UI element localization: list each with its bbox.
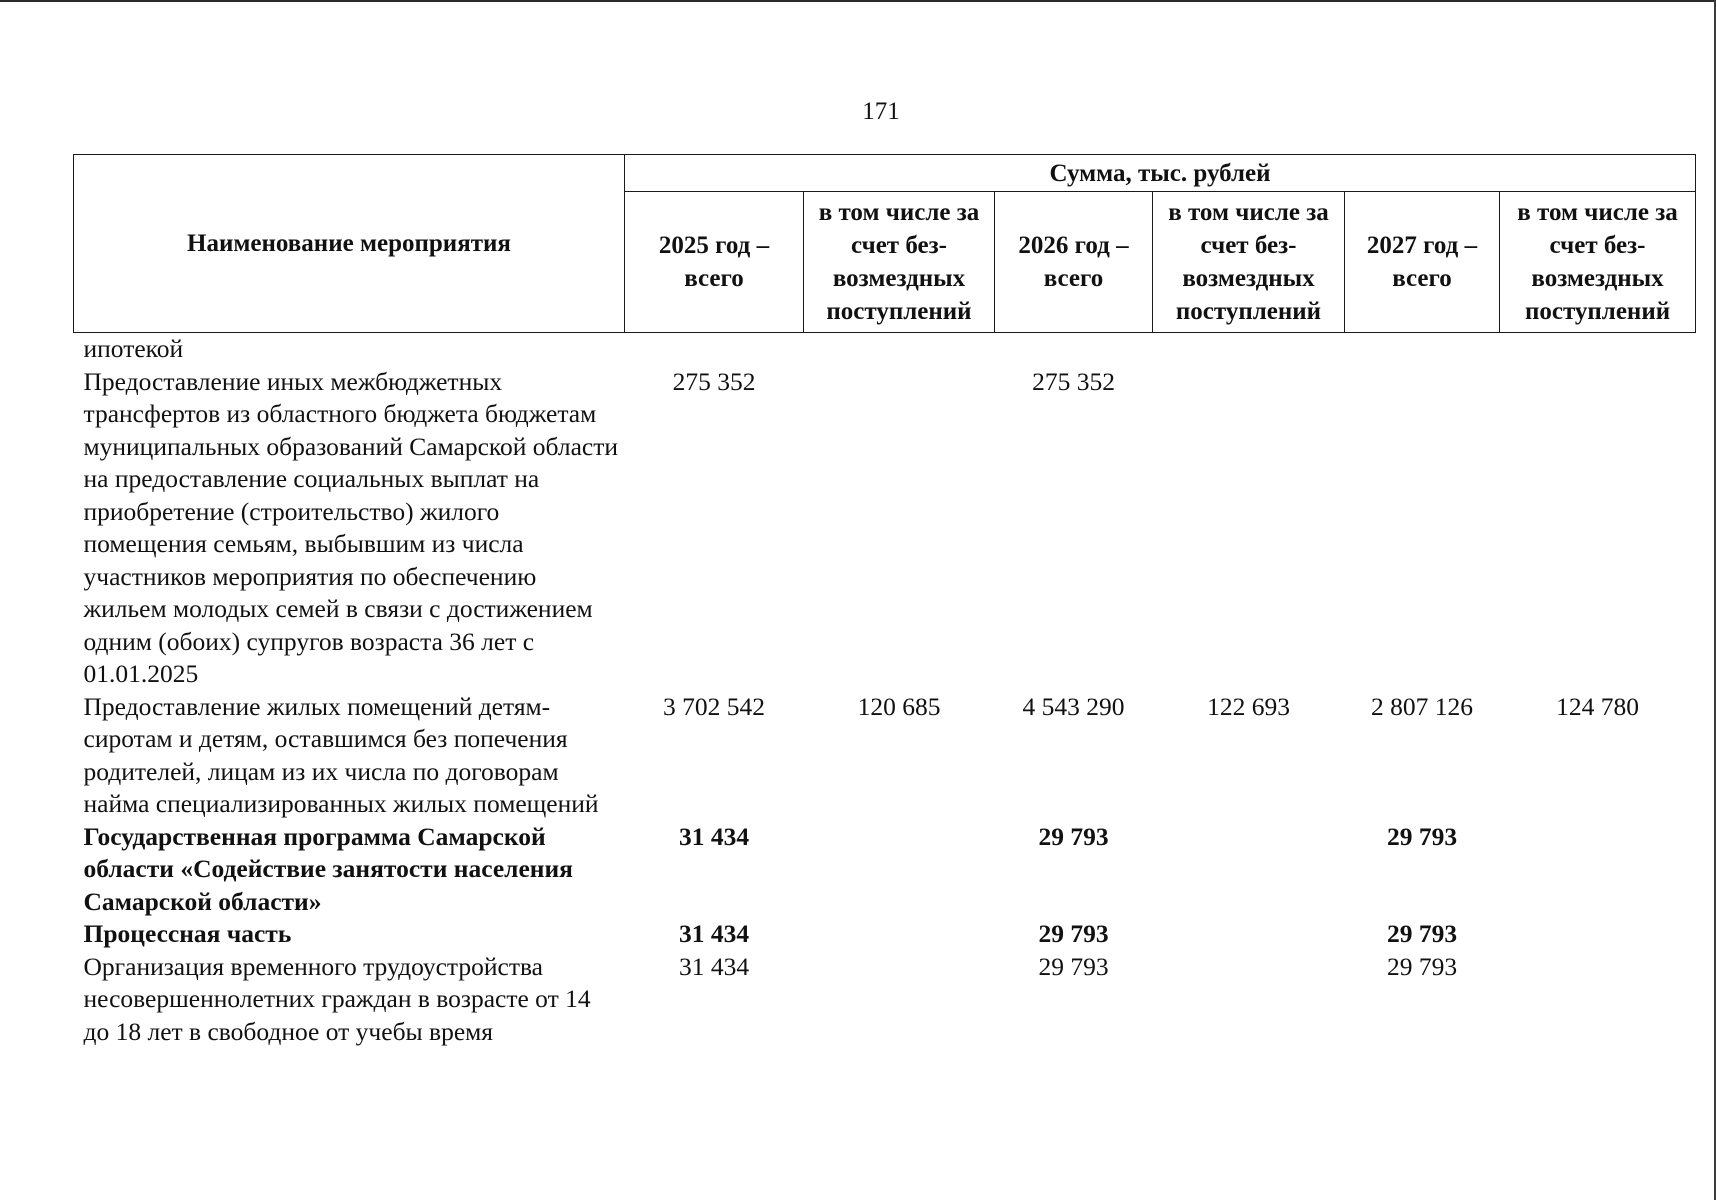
table-row — [74, 918, 1696, 951]
header-2027-total: 2027 год – всего — [1345, 192, 1500, 333]
table-row — [74, 366, 1696, 691]
cell-2026-total — [995, 333, 1153, 366]
budget-table — [73, 154, 1696, 1048]
cell-2027-total: 2 807 126 — [1371, 691, 1473, 721]
row-name: ипотекой — [83, 334, 184, 363]
cell-2027-grants — [1500, 951, 1696, 1049]
cell-2025-total: 275 352 — [672, 366, 756, 396]
cell-2026-grants — [1153, 918, 1345, 951]
cell-2026-total: 4 543 290 — [1022, 691, 1125, 721]
cell-2025-grants — [804, 366, 995, 691]
header-2026-total: 2026 год – всего — [995, 192, 1153, 333]
cell-2025-total: 31 434 — [678, 951, 750, 981]
cell-2027-total: 29 793 — [1386, 919, 1458, 948]
header-name-column: Наименование мероприятия — [74, 155, 625, 333]
cell-2026-grants: 122 693 — [1207, 691, 1290, 721]
cell-2026-grants — [1153, 821, 1345, 919]
row-name: Предоставление иных межбюджетных трансфертов из областного бюджета бюджетам муниципальных образований Самарской области на предоставление социальных выплат на приобретение (строительство) жилого помещения семьям, выбывшим из числа участников мероприятия по обеспечению жильем молодых семей в связи с достижением одним (обоих) супругов возраста 36 лет с 01.01.2025 — [83, 366, 619, 688]
cell-2027-total — [1345, 366, 1500, 691]
cell-2027-grants — [1500, 366, 1696, 691]
cell-2027-total: 29 793 — [1386, 951, 1458, 981]
cell-2027-grants — [1500, 333, 1696, 366]
cell-2025-grants — [804, 821, 995, 919]
page-top-border — [0, 0, 1716, 2]
row-name: Процессная часть — [83, 919, 292, 948]
row-name: Государственная программа Самарской области «Содействие занятости населения Самарской области» — [83, 821, 573, 916]
cell-2026-grants — [1153, 951, 1345, 1049]
cell-2027-grants — [1500, 918, 1696, 951]
cell-2026-total: 29 793 — [1038, 951, 1109, 981]
cell-2025-total — [625, 333, 804, 366]
cell-2025-total: 31 434 — [678, 919, 750, 948]
cell-2027-total: 29 793 — [1386, 821, 1458, 851]
header-sum-group: Сумма, тыс. рублей — [625, 155, 1696, 192]
header-2025-grants: в том числе за счет без-возмездных поступлений — [804, 192, 995, 333]
cell-2025-grants — [804, 951, 995, 1049]
table-row — [74, 691, 1696, 821]
cell-2025-grants: 120 685 — [857, 691, 941, 721]
cell-2027-total — [1345, 333, 1500, 366]
header-2025-total: 2025 год – всего — [625, 192, 804, 333]
table-body — [74, 333, 1696, 1049]
cell-2026-total: 29 793 — [1038, 821, 1109, 851]
cell-2025-total: 3 702 542 — [663, 691, 765, 721]
cell-2026-total: 275 352 — [1032, 366, 1115, 396]
table-row — [74, 333, 1696, 366]
page-number: 171 — [862, 98, 900, 125]
row-name: Предоставление жилых помещений детям-сиротам и детям, оставшимся без попечения родителей, лицам из их числа по договорам найма специализированных жилых помещений — [83, 691, 599, 818]
cell-2026-grants — [1153, 333, 1345, 366]
cell-2025-total: 31 434 — [678, 821, 750, 851]
header-2026-grants: в том числе за счет без-возмездных поступлений — [1153, 192, 1345, 333]
table-row — [74, 951, 1696, 1049]
cell-2025-grants — [804, 918, 995, 951]
cell-2027-grants: 124 780 — [1556, 691, 1639, 721]
cell-2026-total: 29 793 — [1038, 919, 1109, 948]
table-header — [74, 155, 1696, 333]
table-row — [74, 821, 1696, 919]
cell-2027-grants — [1500, 821, 1696, 919]
cell-2025-grants — [804, 333, 995, 366]
cell-2026-grants — [1153, 366, 1345, 691]
row-name: Организация временного трудоустройства несовершеннолетних граждан в возрасте от 14 до 18 лет в свободное от учебы время — [83, 951, 591, 1046]
header-2027-grants: в том числе за счет без-возмездных поступлений — [1500, 192, 1696, 333]
